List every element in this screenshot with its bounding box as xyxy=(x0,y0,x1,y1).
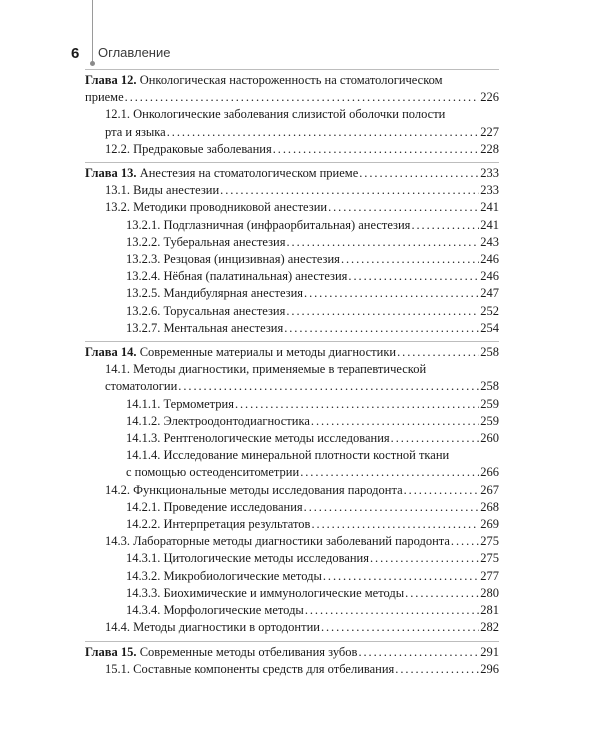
toc-entry-title: 14.4. Методы диагностики в ортодонтии xyxy=(105,620,320,635)
toc-entry-title: Онкологическая настороженность на стоматологическом xyxy=(139,73,443,87)
toc-entry-title: 14.1.3. Рентгенологические методы исследования xyxy=(126,431,390,446)
toc-page-number: 246 xyxy=(480,269,499,284)
toc-entry-title-continued: стоматологии xyxy=(105,379,178,394)
dot-leader xyxy=(323,568,479,585)
table-of-contents xyxy=(85,69,499,678)
toc-chapter xyxy=(85,341,499,640)
dot-leader xyxy=(395,661,479,678)
toc-page-number: 228 xyxy=(480,141,499,156)
toc-entry-title: 12.2. Предраковые заболевания xyxy=(105,141,272,156)
toc-subsection-entry[interactable] xyxy=(85,602,499,619)
toc-section-entry[interactable] xyxy=(85,661,499,678)
toc-section-entry[interactable] xyxy=(85,141,499,158)
toc-section-entry[interactable] xyxy=(85,199,499,216)
toc-section-entry[interactable] xyxy=(85,482,499,499)
toc-section-entry[interactable] xyxy=(85,361,499,395)
toc-page-number: 282 xyxy=(480,620,499,635)
toc-page-number: 254 xyxy=(480,320,499,335)
toc-subsection-entry[interactable] xyxy=(85,499,499,516)
toc-page-number: 259 xyxy=(480,413,499,428)
toc-page-number: 233 xyxy=(480,183,499,198)
toc-page-number: 259 xyxy=(480,396,499,411)
toc-subsection-entry[interactable] xyxy=(85,568,499,585)
toc-page-number: 258 xyxy=(480,379,499,394)
toc-entry-title: 13.2.1. Подглазничная (инфраорбитальная) анестезия xyxy=(126,217,411,232)
toc-entry-title: 13.2.6. Торусальная анестезия xyxy=(126,303,286,318)
toc-chapter xyxy=(85,641,499,678)
toc-chapter-heading[interactable] xyxy=(85,165,499,182)
dot-leader xyxy=(311,516,479,533)
toc-page-number: 247 xyxy=(480,286,499,301)
toc-page-number: 227 xyxy=(480,124,499,139)
dot-leader xyxy=(235,396,479,413)
toc-page-number: 252 xyxy=(480,303,499,318)
toc-entry-title: 13.1. Виды анестезии xyxy=(105,183,220,198)
toc-entry-title: Современные методы отбеливания зубов xyxy=(139,644,358,659)
dot-leader xyxy=(358,644,479,661)
toc-page-number: 243 xyxy=(480,234,499,249)
toc-chapter-heading[interactable] xyxy=(85,344,499,361)
dot-leader xyxy=(287,234,480,251)
toc-page-number: 241 xyxy=(480,217,499,232)
toc-entry-title: 14.2.1. Проведение исследования xyxy=(126,499,303,514)
dot-leader xyxy=(273,141,480,158)
dot-leader xyxy=(359,165,479,182)
toc-page-number: 241 xyxy=(480,200,499,215)
toc-subsection-entry[interactable] xyxy=(85,550,499,567)
toc-section-entry[interactable] xyxy=(85,106,499,140)
toc-page-number: 269 xyxy=(480,517,499,532)
toc-entry-title-continued: приеме xyxy=(85,90,124,105)
toc-page-number: 258 xyxy=(480,345,499,360)
toc-entry-title: 13.2.7. Ментальная анестезия xyxy=(126,320,284,335)
dot-leader xyxy=(348,268,479,285)
toc-page-number: 226 xyxy=(480,90,499,105)
toc-page-number: 275 xyxy=(480,534,499,549)
toc-entry-title: 14.2.2. Интерпретация результатов xyxy=(126,517,311,532)
toc-subsection-entry[interactable] xyxy=(85,447,499,481)
toc-section-entry[interactable] xyxy=(85,533,499,550)
toc-page-number: 246 xyxy=(480,252,499,267)
header-divider-line xyxy=(92,0,93,64)
toc-entry-title: 14.1.4. Исследование минеральной плотности костной ткани xyxy=(126,448,450,463)
toc-page-number: 291 xyxy=(480,644,499,659)
toc-subsection-entry[interactable] xyxy=(85,396,499,413)
chapter-label: Глава 12. xyxy=(85,73,137,87)
dot-leader xyxy=(304,285,479,302)
toc-page-number: 268 xyxy=(480,499,499,514)
dot-leader xyxy=(220,182,479,199)
header-dot-icon xyxy=(90,61,95,66)
running-title: Оглавление xyxy=(98,45,171,60)
toc-entry-title: 14.3. Лабораторные методы диагностики заболеваний пародонта xyxy=(105,534,450,549)
dot-leader xyxy=(391,430,480,447)
toc-section-entry[interactable] xyxy=(85,182,499,199)
toc-subsection-entry[interactable] xyxy=(85,268,499,285)
toc-entry-title: 14.3.1. Цитологические методы исследования xyxy=(126,551,369,566)
toc-chapter xyxy=(85,69,499,162)
toc-entry-title: 13.2. Методики проводниковой анестезии xyxy=(105,200,328,215)
dot-leader xyxy=(284,320,479,337)
toc-entry-title: 15.1. Составные компоненты средств для отбеливания xyxy=(105,661,395,676)
toc-entry-title: 14.3.2. Микробиологические методы xyxy=(126,568,322,583)
toc-page-number: 281 xyxy=(480,603,499,618)
toc-entry-title: 13.2.2. Туберальная анестезия xyxy=(126,234,286,249)
dot-leader xyxy=(370,550,479,567)
dot-leader xyxy=(341,251,479,268)
toc-subsection-entry[interactable] xyxy=(85,234,499,251)
toc-page-number: 277 xyxy=(480,568,499,583)
toc-page-number: 267 xyxy=(480,482,499,497)
chapter-label: Глава 13. xyxy=(85,166,137,181)
dot-leader xyxy=(397,344,479,361)
dot-leader xyxy=(411,217,479,234)
dot-leader xyxy=(451,533,479,550)
dot-leader xyxy=(125,89,480,106)
dot-leader xyxy=(311,413,479,430)
toc-entry-title: 14.3.3. Биохимические и иммунологические методы xyxy=(126,585,405,600)
toc-entry-title: 13.2.3. Резцовая (инцизивная) анестезия xyxy=(126,252,340,267)
toc-entry-title: 14.3.4. Морфологические методы xyxy=(126,603,304,618)
chapter-label: Глава 14. xyxy=(85,345,137,360)
toc-subsection-entry[interactable] xyxy=(85,413,499,430)
toc-entry-title: 14.1.1. Термометрия xyxy=(126,396,234,411)
toc-entry-title: 14.1. Методы диагностики, применяемые в терапевтической xyxy=(105,362,427,377)
toc-chapter xyxy=(85,162,499,341)
toc-page-number: 233 xyxy=(480,166,499,181)
toc-chapter-heading[interactable] xyxy=(85,644,499,661)
toc-entry-title: 14.1.2. Электроодонтодиагностика xyxy=(126,413,310,428)
toc-page-number: 266 xyxy=(480,465,499,480)
dot-leader xyxy=(405,585,479,602)
dot-leader xyxy=(321,619,479,636)
toc-subsection-entry[interactable] xyxy=(85,320,499,337)
toc-entry-title: 13.2.5. Мандибулярная анестезия xyxy=(126,286,304,301)
toc-entry-title: Современные материалы и методы диагностики xyxy=(139,345,397,360)
toc-page-number: 280 xyxy=(480,585,499,600)
dot-leader xyxy=(178,378,479,395)
dot-leader xyxy=(404,482,480,499)
toc-subsection-entry[interactable] xyxy=(85,516,499,533)
toc-subsection-entry[interactable] xyxy=(85,430,499,447)
toc-chapter-heading[interactable] xyxy=(85,72,499,106)
toc-subsection-entry[interactable] xyxy=(85,285,499,302)
toc-entry-title-continued: рта и языка xyxy=(105,124,166,139)
toc-subsection-entry[interactable] xyxy=(85,251,499,268)
toc-page-number: 296 xyxy=(480,661,499,676)
dot-leader xyxy=(304,499,480,516)
toc-subsection-entry[interactable] xyxy=(85,303,499,320)
toc-page-number: 260 xyxy=(480,431,499,446)
toc-section-entry[interactable] xyxy=(85,619,499,636)
dot-leader xyxy=(167,124,480,141)
chapter-label: Глава 15. xyxy=(85,644,137,659)
dot-leader xyxy=(286,303,479,320)
page-number: 6 xyxy=(71,45,80,62)
toc-entry-title: 12.1. Онкологические заболевания слизистой оболочки полости xyxy=(105,107,446,122)
toc-subsection-entry[interactable] xyxy=(85,585,499,602)
dot-leader xyxy=(328,199,479,216)
dot-leader xyxy=(300,464,479,481)
toc-entry-title-continued: с помощью остеоденситометрии xyxy=(126,465,300,480)
toc-entry-title: 14.2. Функциональные методы исследования пародонта xyxy=(105,482,403,497)
toc-entry-title: Анестезия на стоматологическом приеме xyxy=(139,166,359,181)
toc-entry-title: 13.2.4. Нёбная (палатинальная) анестезия xyxy=(126,269,348,284)
toc-page-number: 275 xyxy=(480,551,499,566)
toc-subsection-entry[interactable] xyxy=(85,217,499,234)
dot-leader xyxy=(305,602,479,619)
